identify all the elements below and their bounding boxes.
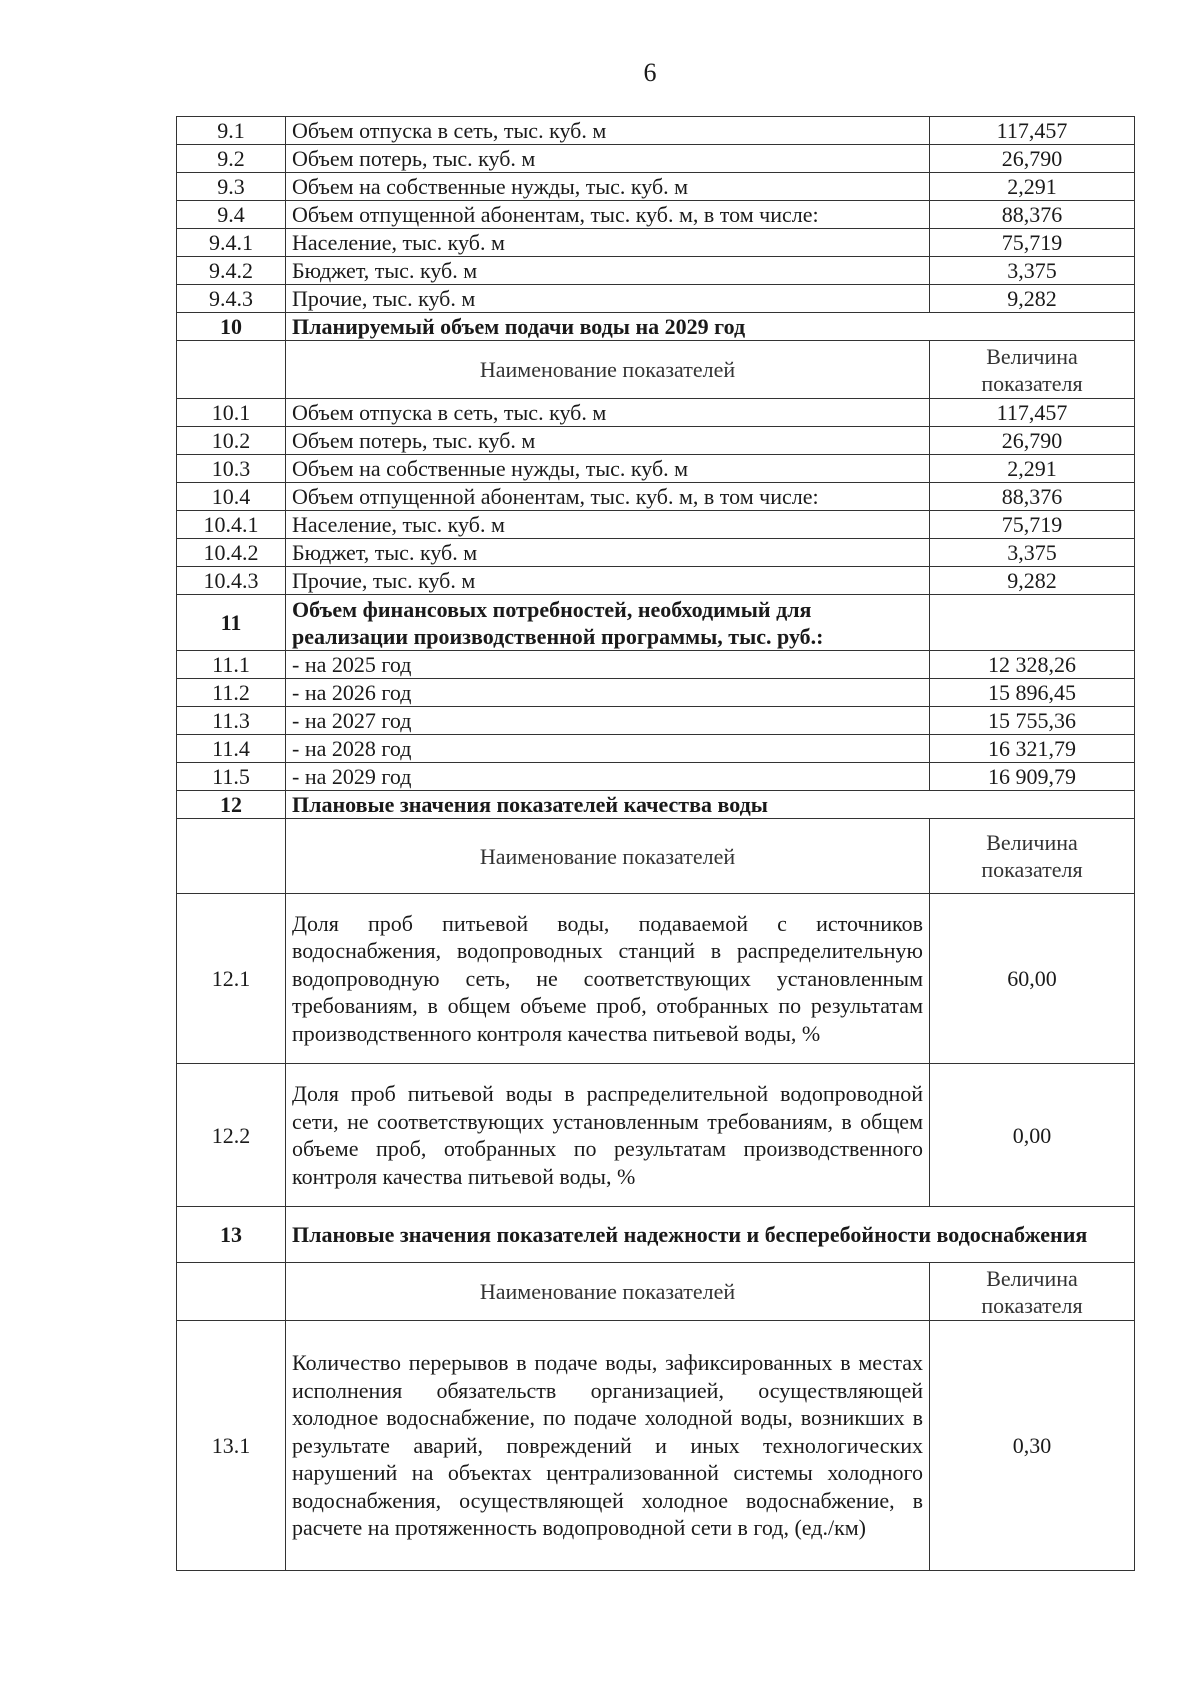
row-value: 88,376	[930, 483, 1135, 511]
row-number: 9.4.2	[177, 257, 286, 285]
row-number: 9.1	[177, 117, 286, 145]
section-heading-row	[177, 595, 1135, 651]
row-value: 75,719	[930, 511, 1135, 539]
row-value: 15 755,36	[930, 707, 1135, 735]
row-number: 11.5	[177, 763, 286, 791]
empty-cell	[177, 1263, 286, 1321]
row-number: 10.4	[177, 483, 286, 511]
table-row	[177, 483, 1135, 511]
row-value: 117,457	[930, 117, 1135, 145]
row-number: 10.1	[177, 399, 286, 427]
section-heading-row	[177, 791, 1135, 819]
row-number: 13.1	[177, 1321, 286, 1571]
row-name: Объем на собственные нужды, тыс. куб. м	[286, 455, 930, 483]
table-row	[177, 229, 1135, 257]
row-value: 9,282	[930, 567, 1135, 595]
row-number: 12.2	[177, 1064, 286, 1207]
row-number: 9.4.1	[177, 229, 286, 257]
section-number: 11	[177, 595, 286, 651]
row-number: 11.2	[177, 679, 286, 707]
empty-cell	[177, 819, 286, 894]
table-row	[177, 257, 1135, 285]
row-value: 3,375	[930, 257, 1135, 285]
table-row	[177, 427, 1135, 455]
row-number: 11.4	[177, 735, 286, 763]
table-row	[177, 539, 1135, 567]
row-name: Прочие, тыс. куб. м	[286, 285, 930, 313]
section-title: Объем финансовых потребностей, необходимый для реализации производственной программы, тыс. руб.:	[286, 595, 930, 651]
row-number: 10.3	[177, 455, 286, 483]
row-name: Бюджет, тыс. куб. м	[286, 257, 930, 285]
section-number: 10	[177, 313, 286, 341]
table-row	[177, 117, 1135, 145]
column-header-value: Величина показателя	[930, 819, 1135, 894]
row-number: 10.2	[177, 427, 286, 455]
row-value: 2,291	[930, 455, 1135, 483]
column-header-row	[177, 341, 1135, 399]
row-name: Доля проб питьевой воды, подаваемой с источников водоснабжения, водопроводных станций в распределительную водопроводную сеть, не соответствующих установленным требованиям, в общем объеме проб, отобранных по результатам производственного контроля качества питьевой воды, %	[286, 894, 930, 1064]
row-name: Объем на собственные нужды, тыс. куб. м	[286, 173, 930, 201]
row-name: Объем отпущенной абонентам, тыс. куб. м, в том числе:	[286, 483, 930, 511]
column-header-row	[177, 1263, 1135, 1321]
page-number: 6	[643, 58, 657, 87]
row-value: 16 321,79	[930, 735, 1135, 763]
row-name: Количество перерывов в подаче воды, зафиксированных в местах исполнения обязательств организацией, осуществляющей холодное водоснабжение, по подаче холодной воды, возникших в результате аварий, повреждений и иных технологических нарушений на объектах централизованной системы холодного водоснабжения, осуществляющей холодное водоснабжение, в расчете на протяженность водопроводной сети в год, (ед./км)	[286, 1321, 930, 1571]
column-header-name: Наименование показателей	[286, 341, 930, 399]
table-row	[177, 399, 1135, 427]
row-number: 10.4.1	[177, 511, 286, 539]
row-number: 11.3	[177, 707, 286, 735]
section-title: Планируемый объем подачи воды на 2029 год	[286, 313, 1135, 341]
row-value: 26,790	[930, 145, 1135, 173]
row-number: 9.4.3	[177, 285, 286, 313]
column-header-row	[177, 819, 1135, 894]
production-program-table	[176, 116, 1135, 1571]
table-row	[177, 1064, 1135, 1207]
row-name: Объем отпуска в сеть, тыс. куб. м	[286, 117, 930, 145]
column-header-value: Величина показателя	[930, 341, 1135, 399]
table-row	[177, 201, 1135, 229]
row-name: Население, тыс. куб. м	[286, 229, 930, 257]
row-name: Объем отпуска в сеть, тыс. куб. м	[286, 399, 930, 427]
row-value: 117,457	[930, 399, 1135, 427]
row-number: 12.1	[177, 894, 286, 1064]
row-name: - на 2025 год	[286, 651, 930, 679]
row-name: Объем потерь, тыс. куб. м	[286, 145, 930, 173]
table-row	[177, 651, 1135, 679]
row-value: 3,375	[930, 539, 1135, 567]
table-row	[177, 511, 1135, 539]
row-value: 16 909,79	[930, 763, 1135, 791]
table-row	[177, 894, 1135, 1064]
row-name: Доля проб питьевой воды в распределительной водопроводной сети, не соответствующих установленным требованиям, в общем объеме проб, отобранных по результатам производственного контроля качества питьевой воды, %	[286, 1064, 930, 1207]
section-heading-row	[177, 1207, 1135, 1263]
row-value: 15 896,45	[930, 679, 1135, 707]
table-row	[177, 707, 1135, 735]
row-number: 9.2	[177, 145, 286, 173]
table-row	[177, 285, 1135, 313]
row-name: - на 2027 год	[286, 707, 930, 735]
row-number: 9.4	[177, 201, 286, 229]
row-number: 10.4.2	[177, 539, 286, 567]
row-name: Бюджет, тыс. куб. м	[286, 539, 930, 567]
table-row	[177, 173, 1135, 201]
section-heading-row	[177, 313, 1135, 341]
section-number: 12	[177, 791, 286, 819]
row-name: Прочие, тыс. куб. м	[286, 567, 930, 595]
table-row	[177, 679, 1135, 707]
row-name: Население, тыс. куб. м	[286, 511, 930, 539]
table-row	[177, 567, 1135, 595]
row-name: - на 2029 год	[286, 763, 930, 791]
row-value: 26,790	[930, 427, 1135, 455]
row-name: Объем отпущенной абонентам, тыс. куб. м, в том числе:	[286, 201, 930, 229]
table-row	[177, 145, 1135, 173]
column-header-name: Наименование показателей	[286, 819, 930, 894]
row-value: 60,00	[930, 894, 1135, 1064]
row-value: 12 328,26	[930, 651, 1135, 679]
row-number: 10.4.3	[177, 567, 286, 595]
row-value: 2,291	[930, 173, 1135, 201]
table-row	[177, 735, 1135, 763]
table-row	[177, 763, 1135, 791]
table-row	[177, 1321, 1135, 1571]
column-header-value: Величина показателя	[930, 1263, 1135, 1321]
row-value: 75,719	[930, 229, 1135, 257]
row-name: - на 2026 год	[286, 679, 930, 707]
empty-cell	[177, 341, 286, 399]
section-number: 13	[177, 1207, 286, 1263]
empty-cell	[930, 595, 1135, 651]
column-header-name: Наименование показателей	[286, 1263, 930, 1321]
row-name: - на 2028 год	[286, 735, 930, 763]
row-value: 88,376	[930, 201, 1135, 229]
row-value: 0,30	[930, 1321, 1135, 1571]
row-number: 9.3	[177, 173, 286, 201]
row-value: 0,00	[930, 1064, 1135, 1207]
row-name: Объем потерь, тыс. куб. м	[286, 427, 930, 455]
section-title: Плановые значения показателей надежности и бесперебойности водоснабжения	[286, 1207, 1135, 1263]
row-number: 11.1	[177, 651, 286, 679]
section-title: Плановые значения показателей качества воды	[286, 791, 1135, 819]
table-row	[177, 455, 1135, 483]
row-value: 9,282	[930, 285, 1135, 313]
